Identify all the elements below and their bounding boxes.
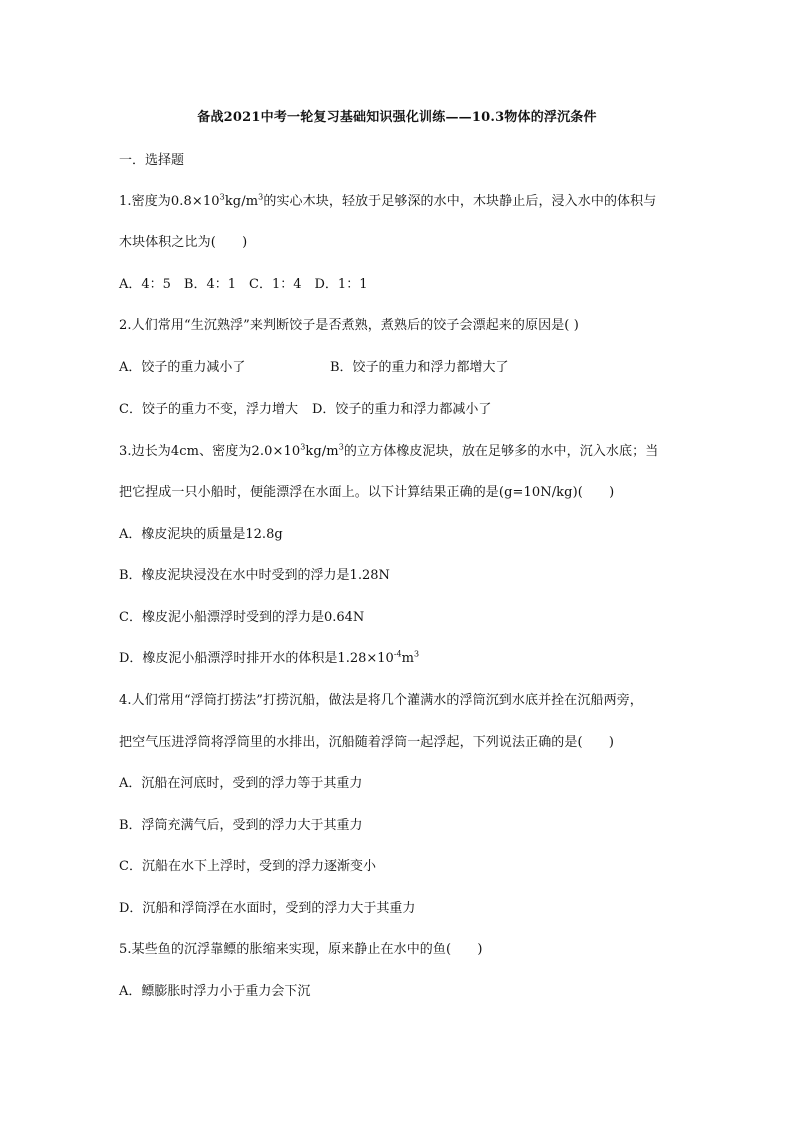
question-4-option-a: A．沉船在河底时，受到的浮力等于其重力	[119, 776, 363, 791]
question-1-stem-line-2: 木块体积之比为( )	[119, 235, 248, 250]
question-2-option-c-d	[119, 401, 491, 419]
section-heading: 一．选择题	[119, 153, 185, 168]
question-3-option-c: C．橡皮泥小船漂浮时受到的浮力是0.64N	[119, 610, 365, 625]
question-3-option-d: D．橡皮泥小船漂浮时排开水的体积是$1.28\times 10^{-4}m^3$	[119, 649, 420, 666]
question-4-option-b: B．浮筒充满气后，受到的浮力大于其重力	[119, 818, 363, 833]
question-5-option-a: A．鳔膨胀时浮力小于重力会下沉	[119, 984, 311, 999]
document-title: 备战2021中考一轮复习基础知识强化训练——10.3物体的浮沉条件	[197, 110, 597, 125]
question-3-option-a: A．橡皮泥块的质量是12.8g	[119, 527, 283, 542]
question-2-option-c: C．饺子的重力不变，浮力增大	[119, 402, 298, 417]
question-3-stem-line-2: 把它捏成一只小船时，便能漂浮在水面上。以下计算结果正确的是(g=10N/kg)( )	[119, 485, 615, 500]
question-1-stem-line-1: 1.密度为$0.8\times 10^3kg/m^3$的实心木块，轻放于足够深的水中，木块静止后，浸入水中的体积与	[119, 192, 657, 209]
question-5-stem: 5.某些鱼的沉浮靠鳔的胀缩来实现，原来静止在水中的鱼( )	[119, 942, 483, 957]
question-2-stem: 2.人们常用“生沉熟浮”来判断饺子是否煮熟，煮熟后的饺子会漂起来的原因是( )	[119, 318, 579, 333]
question-3-option-b: B．橡皮泥块浸没在水中时受到的浮力是1.28N	[119, 568, 390, 583]
question-2-option-d: D．饺子的重力和浮力都减小了	[311, 402, 492, 417]
question-4-stem-line-1: 4.人们常用“浮筒打捞法”打捞沉船，做法是将几个灌满水的浮筒沉到水底并拴在沉船两旁，	[119, 693, 643, 708]
question-4-stem-line-2: 把空气压进浮筒将浮筒里的水排出，沉船随着浮筒一起浮起，下列说法正确的是( )	[119, 735, 615, 750]
question-4-option-d: D．沉船和浮筒浮在水面时，受到的浮力大于其重力	[119, 901, 416, 916]
question-1-options: A．4：5 B．4：1 C．1：4 D．1：1	[119, 277, 368, 292]
question-4-option-c: C．沉船在水下上浮时，受到的浮力逐渐变小	[119, 859, 376, 874]
question-2-option-b: B．饺子的重力和浮力都增大了	[330, 360, 509, 375]
question-2-option-a: A．饺子的重力减小了	[119, 360, 246, 375]
question-3-stem-line-1: 3.边长为4cm、密度为$2.0\times 10^3kg/m^3$的立方体橡皮泥块，放在足够多的水中，沉入水底；当	[119, 442, 659, 459]
